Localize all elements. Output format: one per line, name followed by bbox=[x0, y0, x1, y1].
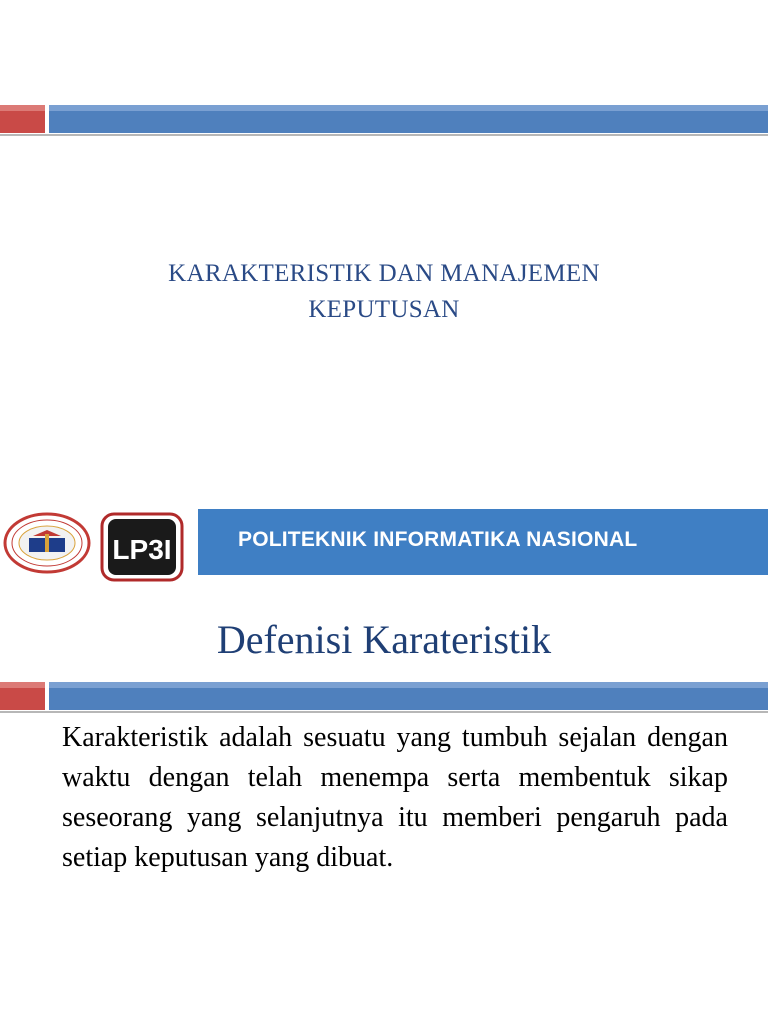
slide1-title-line1: KARAKTERISTIK DAN MANAJEMEN bbox=[168, 260, 600, 287]
lp3i-logo-text: LP3I bbox=[112, 534, 172, 565]
header-bar-blue-segment bbox=[49, 105, 768, 133]
header-bar-red-segment bbox=[0, 682, 45, 710]
slide2-body-text: Karakteristik adalah sesuatu yang tumbuh sejalan dengan waktu dengan telah menempa serta membentuk sikap seseorang yang selanjutnya itu memberi pengaruh pada setiap keputusan yang dibuat. bbox=[62, 722, 728, 873]
banner-strip bbox=[198, 509, 768, 575]
institution-name: POLITEKNIK INFORMATIKA NASIONAL bbox=[238, 528, 638, 551]
slide1-title bbox=[0, 256, 768, 328]
header-bar-divider bbox=[0, 134, 768, 136]
slide1-header-bar bbox=[0, 105, 768, 133]
lp3i-logo bbox=[100, 512, 184, 582]
institution-seal-icon bbox=[3, 512, 91, 574]
header-bar-divider bbox=[0, 711, 768, 713]
slide1-title-line2: KEPUTUSAN bbox=[308, 296, 460, 323]
header-bar-red-segment bbox=[0, 105, 45, 133]
slide2-header-bar bbox=[0, 682, 768, 710]
slide2-title: Defenisi Karateristik bbox=[216, 617, 552, 662]
header-bar-blue-segment bbox=[49, 682, 768, 710]
institution-banner bbox=[0, 507, 768, 577]
